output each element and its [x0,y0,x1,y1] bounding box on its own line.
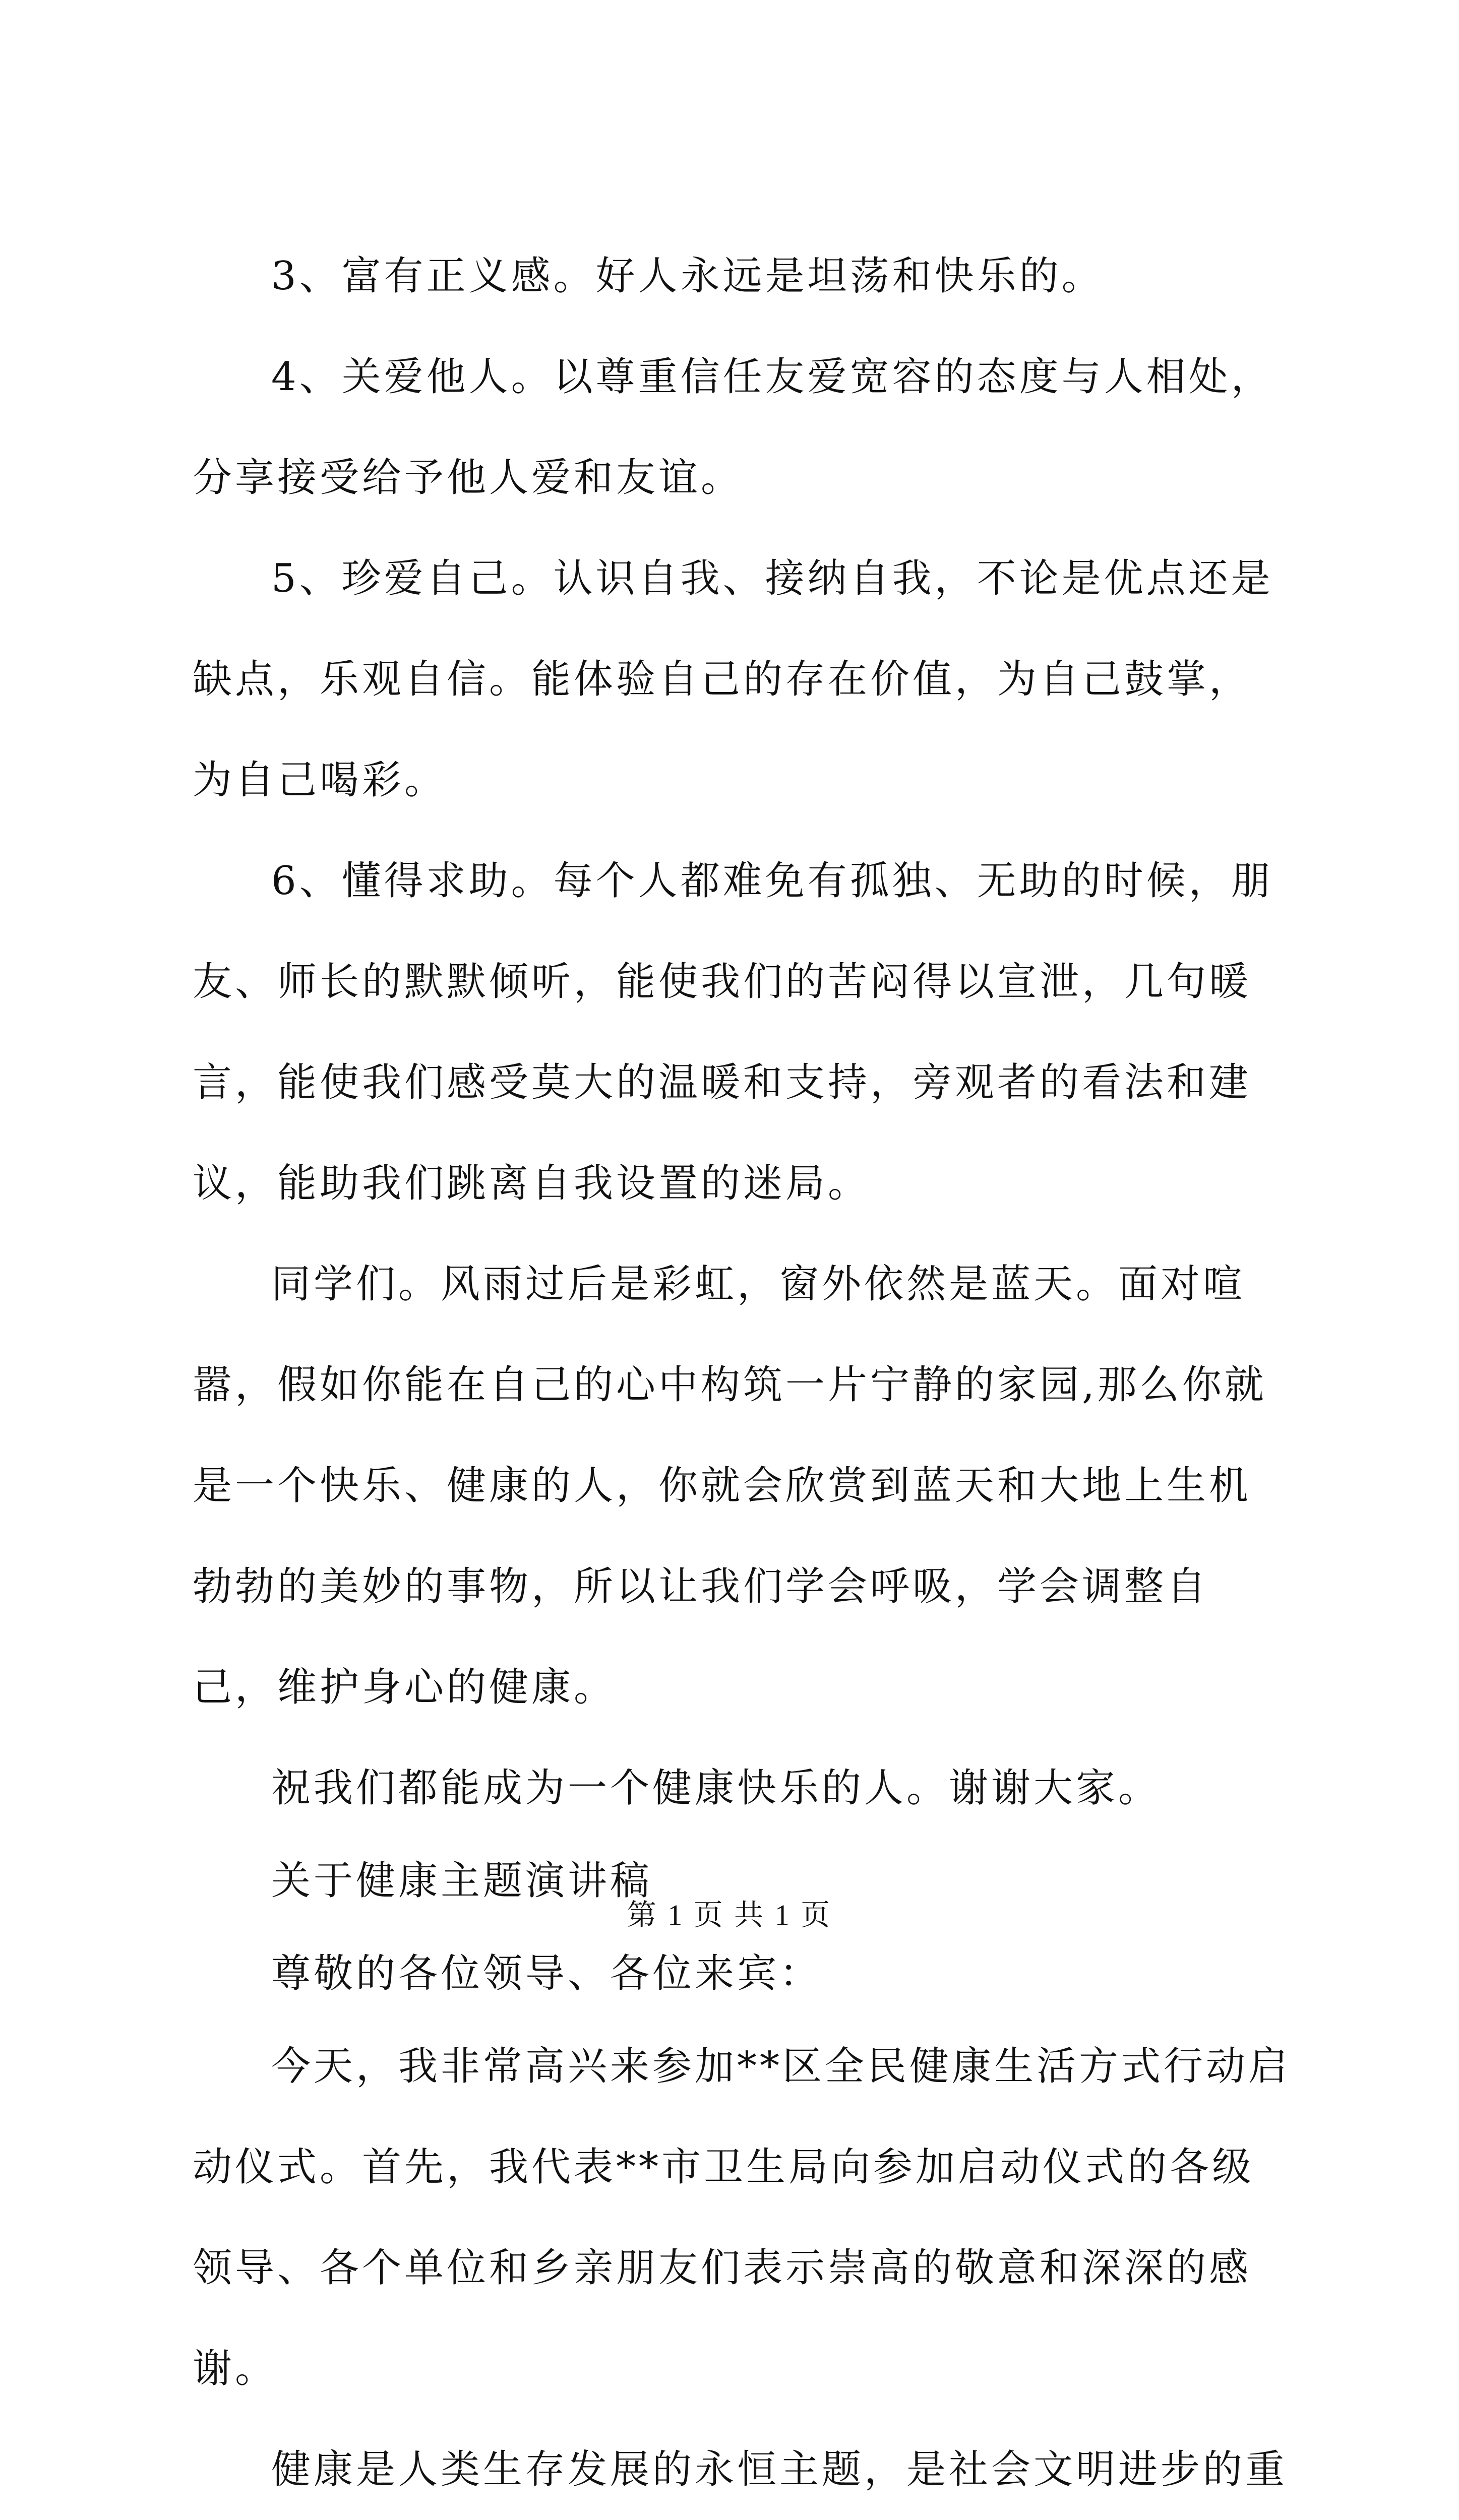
document-body [193,226,1292,2520]
speech-title: 关于健康主题演讲稿 [271,1858,653,1904]
paragraph-closing: 祝我们都能成为一个健康快乐的人。谢谢大家。 [271,1766,1161,1811]
paragraph-health-theme: 健康是人类生存发展的永恒主题，是社会文明进步的重 [271,2447,1288,2492]
paragraph-item-4: 4、关爱他人。以尊重信任友爱宽容的态度与人相处，分享接受给予他人爱和友谊。 [193,354,1273,500]
speech-salutation: 尊敬的各位领导、各位来宾： [271,1951,822,1996]
paragraph-students: 同学们。风雨过后是彩虹，窗外依然是蓝天。面对喧嚣，假如你能在自己的心中构筑一片宁静的家园,那么你就是一个快乐、健康的人，你就会欣赏到蓝天和大地上生机勃勃的美妙的事物，所以让我们学会呼吸，学会调整自己，维护身心的健康。 [193,1262,1267,1710]
paragraph-opening: 今天，我非常高兴来参加**区全民健康生活方式行动启动仪式。首先，我代表**市卫生局向参加启动仪式的各级领导、各个单位和乡亲朋友们表示崇高的敬意和深深的感谢。 [193,2044,1291,2391]
paragraph-item-3: 3、富有正义感。好人永远是坦荡和快乐的。 [271,254,1104,299]
paragraph-item-6: 6、懂得求助。每个人都难免有孤独、无助的时候，朋友、师长的默默倾听，能使我们的苦闷得以宣泄，几句暖言，能使我们感受莫大的温暖和支持，旁观者的看法和建议，能助我们跳离自我设置的迷局。 [193,858,1273,1206]
page-footer: 第 1 页 共 1 页 [627,1899,832,1931]
paragraph-item-5: 5、珍爱自己。认识自我、接纳自我，不论是优点还是缺点，乐观自信。能体验自己的存在价值，为自己鼓掌，为自己喝彩。 [193,556,1273,803]
